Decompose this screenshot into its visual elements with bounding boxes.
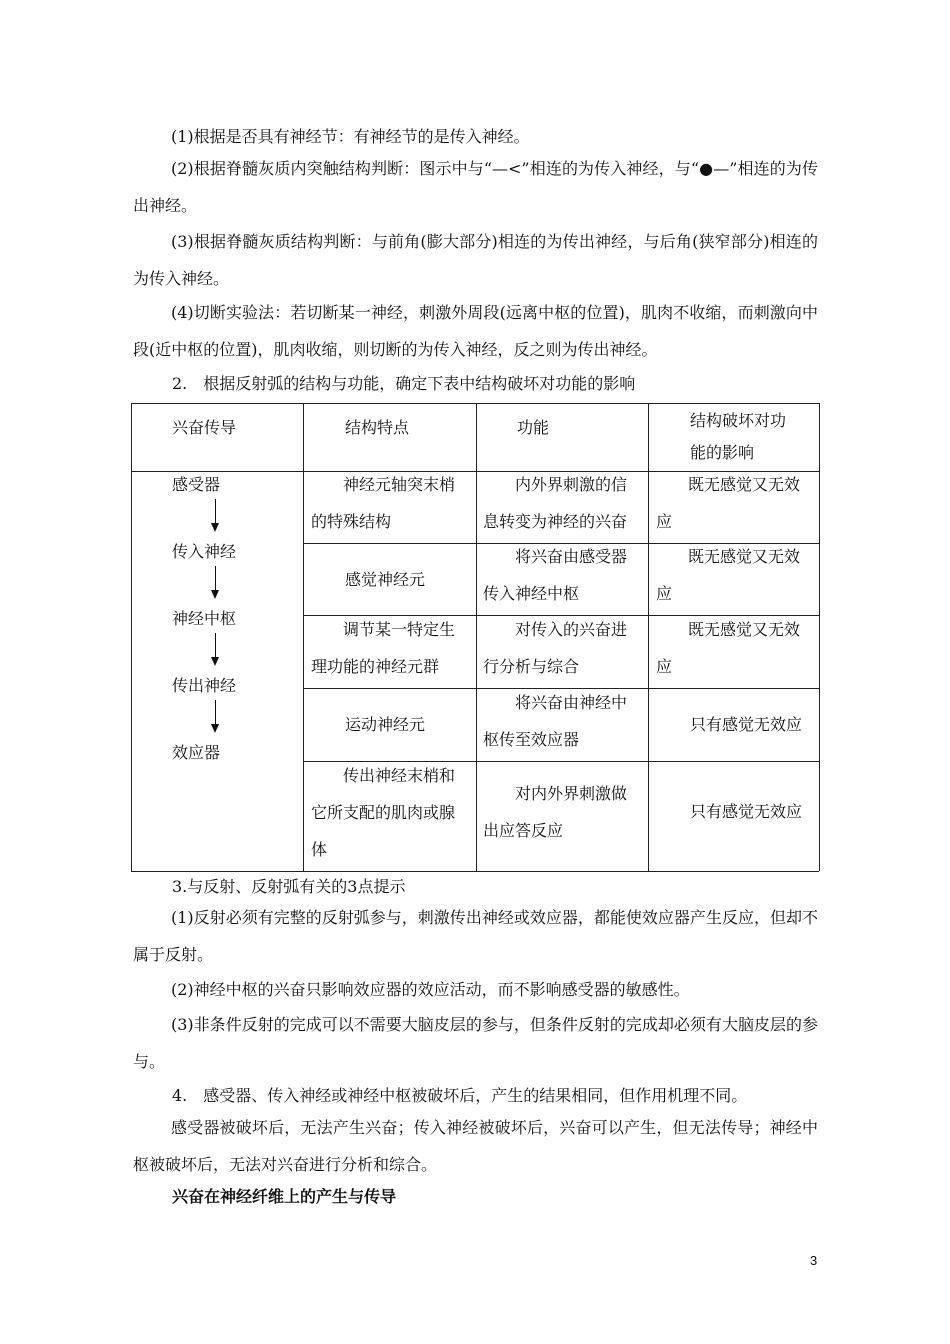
section-3-point-1: (1)反射必须有完整的反射弧参与，刺激传出神经或效应器，都能使效应器产生反应，但却不属于反射。 xyxy=(133,908,818,964)
header-structure: 结构特点 xyxy=(345,418,410,437)
flow-receptor: 感受器 xyxy=(172,475,221,494)
row4-structure: 运动神经元 xyxy=(345,715,426,734)
section-3-point-3: (3)非条件反射的完成可以不需要大脑皮层的参与，但条件反射的完成却必须有大脑皮层的参与。 xyxy=(133,1015,818,1071)
row2-structure: 感觉神经元 xyxy=(345,570,426,589)
point-2: (2)根据脊髓灰质内突触结构判断：图示中与“—<”相连的为传入神经，与“●—”相连的为传出神经。 xyxy=(133,159,818,215)
flow-center: 神经中枢 xyxy=(172,609,237,628)
point-3: (3)根据脊髓灰质结构判断：与前角(膨大部分)相连的为传出神经，与后角(狭窄部分)相连的为传入神经。 xyxy=(133,232,818,288)
section-2-title: 2. 根据反射弧的结构与功能，确定下表中结构破坏对功能的影响 xyxy=(172,374,636,393)
reflex-arc-table xyxy=(131,403,819,871)
flow-afferent: 传入神经 xyxy=(172,542,237,561)
section-4-body: 感受器被破坏后，无法产生兴奋；传入神经被破坏后，兴奋可以产生，但无法传导；神经中枢被破坏后，无法对兴奋进行分析和综合。 xyxy=(133,1118,818,1174)
row2-function: 将兴奋由感受器传入神经中枢 xyxy=(483,547,628,603)
row5-structure: 传出神经末梢和它所支配的肌肉或腺体 xyxy=(311,766,456,859)
row1-effect: 既无感觉又无效应 xyxy=(656,475,801,531)
header-damage-effect: 结构破坏对功能的影响 xyxy=(690,411,787,462)
row1-structure: 神经元轴突末梢的特殊结构 xyxy=(311,475,456,531)
header-function: 功能 xyxy=(517,418,550,437)
row5-effect: 只有感觉无效应 xyxy=(690,802,803,821)
section-3-title: 3.与反射、反射弧有关的3点提示 xyxy=(172,877,406,896)
row3-function: 对传入的兴奋进行分析与综合 xyxy=(483,620,628,676)
section-4-title: 4. 感受器、传入神经或神经中枢被破坏后，产生的结果相同，但作用机理不同。 xyxy=(172,1086,748,1105)
next-section-heading: 兴奋在神经纤维上的产生与传导 xyxy=(172,1187,397,1206)
row3-structure: 调节某一特定生理功能的神经元群 xyxy=(311,620,456,676)
row2-effect: 既无感觉又无效应 xyxy=(656,547,801,603)
row5-function: 对内外界刺激做出应答反应 xyxy=(483,784,628,840)
point-4: (4)切断实验法：若切断某一神经，刺激外周段(远离中枢的位置)，肌肉不收缩，而刺激向中段(近中枢的位置)，肌肉收缩，则切断的为传入神经，反之则为传出神经。 xyxy=(133,303,818,359)
row1-function: 内外界刺激的信息转变为神经的兴奋 xyxy=(483,475,628,531)
row4-effect: 只有感觉无效应 xyxy=(690,715,803,734)
header-transmission: 兴奋传导 xyxy=(172,418,237,437)
point-1: (1)根据是否具有神经节：有神经节的是传入神经。 xyxy=(171,127,530,146)
row4-function: 将兴奋由神经中枢传至效应器 xyxy=(483,693,628,749)
row3-effect: 既无感觉又无效应 xyxy=(656,620,801,676)
flow-effector: 效应器 xyxy=(172,743,221,762)
flow-efferent: 传出神经 xyxy=(172,676,237,695)
section-3-point-2: (2)神经中枢的兴奋只影响效应器的效应活动，而不影响感受器的敏感性。 xyxy=(171,980,690,999)
page-number: 3 xyxy=(810,1253,818,1268)
